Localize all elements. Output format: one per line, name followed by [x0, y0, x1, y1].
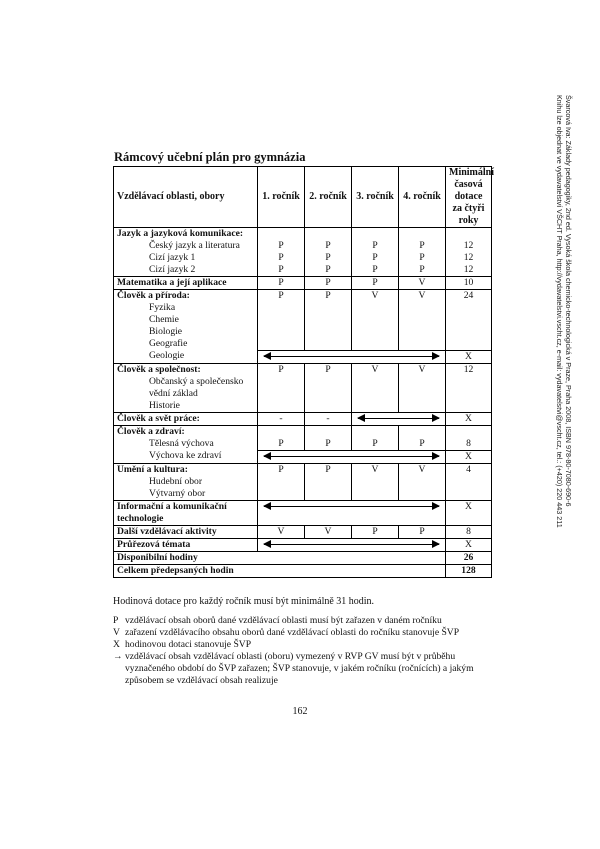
cell: P: [305, 438, 352, 451]
table-row: [114, 500, 492, 513]
cell: P: [399, 240, 446, 252]
page-title: Rámcový učební plán pro gymnázia: [114, 150, 306, 164]
legend-item: [113, 651, 493, 687]
cell: -: [258, 412, 305, 425]
cell: P: [258, 290, 305, 303]
subject-name: Občanský a společensko: [114, 376, 258, 388]
arrow-span: [258, 500, 446, 513]
header-year-3: 3. ročník: [352, 167, 399, 228]
subject-name: vědní základ: [114, 388, 258, 400]
subject-name: Cizí jazyk 1: [114, 252, 258, 264]
cell: 24: [446, 290, 492, 303]
double-arrow-icon: [264, 544, 439, 545]
table-row: [114, 476, 492, 488]
citation-line: Švarcová Iva: Základy pedagogiky, 2nd ed. Vysoká škola chemicko-technologická v Praze, Praha 2008, ISBN 978-80-7080-690-6: [564, 95, 573, 507]
cell: X: [446, 500, 492, 513]
header-year-4: 4. ročník: [399, 167, 446, 228]
legend-item: [113, 639, 493, 651]
subject-name: Výchova ke zdraví: [114, 450, 258, 463]
table-row: [114, 564, 492, 577]
allocation-note: Hodinová dotace pro každý ročník musí být minimálně 31 hodin.: [113, 596, 375, 607]
table-row: [114, 551, 492, 564]
cell: P: [258, 438, 305, 451]
group-label: Člověk a svět práce:: [114, 412, 258, 425]
group-label: Umění a kultura:: [114, 463, 258, 476]
cell: P: [399, 252, 446, 264]
cell: V: [399, 277, 446, 290]
legend-symbol: P: [113, 615, 119, 626]
header-min-allocation: Minimální časová dotace za čtyři roky: [446, 167, 492, 228]
cell: V: [305, 525, 352, 538]
cell: P: [352, 277, 399, 290]
table-row: [114, 463, 492, 476]
cell: 12: [446, 264, 492, 277]
group-label: Informační a komunikační: [114, 500, 258, 513]
group-label: Další vzdělávací aktivity: [114, 525, 258, 538]
table-row: [114, 240, 492, 252]
cell: P: [399, 438, 446, 451]
header-year-2: 2. ročník: [305, 167, 352, 228]
total-value: 128: [446, 564, 492, 577]
cell: V: [352, 363, 399, 376]
cell: V: [258, 525, 305, 538]
subject-name: Chemie: [114, 314, 258, 326]
cell: P: [399, 525, 446, 538]
table-row: [114, 264, 492, 277]
cell: 12: [446, 240, 492, 252]
group-label: Člověk a příroda:: [114, 290, 258, 303]
subject-name: Hudební obor: [114, 476, 258, 488]
legend-item: [113, 615, 493, 627]
cell: P: [305, 264, 352, 277]
legend-text: zařazení vzdělávacího obsahu oborů dané vzdělávací oblasti do ročníku stanovuje ŠVP: [125, 627, 460, 638]
cell: P: [352, 252, 399, 264]
cell: P: [258, 277, 305, 290]
table-row: [114, 302, 492, 314]
table-row: [114, 425, 492, 438]
legend: [113, 615, 493, 687]
table-row: [114, 277, 492, 290]
table-row: [114, 376, 492, 388]
order-info-line: Knihu lze objednat ve vydavatelství VŠCHT Praha, http://vydavatelstvi.vscht.cz, e-mail: vydavatelstvi@vscht.cz, tel.: (+420) 220 443 211: [555, 95, 564, 528]
legend-symbol: X: [113, 639, 120, 650]
subject-name: Historie: [114, 400, 258, 413]
table-row: [114, 388, 492, 400]
table-row: [114, 252, 492, 264]
publisher-sidebar: [555, 95, 573, 528]
table-row: [114, 450, 492, 463]
cell: V: [352, 463, 399, 476]
table-row: [114, 438, 492, 451]
subject-name: Tělesná výchova: [114, 438, 258, 451]
cell: P: [305, 240, 352, 252]
double-arrow-icon: [358, 418, 439, 419]
subject-name: Geografie: [114, 338, 258, 350]
table-row: [114, 290, 492, 303]
header-areas: Vzdělávací oblasti, obory: [114, 167, 258, 228]
subject-name: Biologie: [114, 326, 258, 338]
total-label: Disponibilní hodiny: [114, 551, 446, 564]
arrow-span: [258, 538, 446, 551]
table-row: [114, 400, 492, 413]
cell: X: [446, 450, 492, 463]
legend-text: vzdělávací obsah vzdělávací oblasti (oboru) vymezený v RVP GV musí být v průběhu vyznačeného období do ŠVP zařazen; ŠVP stanovuje, v jakém ročníku (ročnících) a jakým způsobem se vzdělávací obsah realizuje: [125, 651, 474, 686]
page-number: 162: [292, 706, 308, 717]
table-row: [114, 338, 492, 350]
cell: P: [352, 240, 399, 252]
legend-item: [113, 627, 493, 639]
cell: P: [258, 240, 305, 252]
cell: P: [258, 264, 305, 277]
arrow-span: [258, 450, 446, 463]
cell: -: [305, 412, 352, 425]
cell: P: [305, 252, 352, 264]
table-row: [114, 350, 492, 363]
cell: P: [352, 438, 399, 451]
cell: P: [305, 463, 352, 476]
cell: P: [352, 525, 399, 538]
cell: X: [446, 538, 492, 551]
table-row: [114, 228, 492, 241]
table-row: [114, 412, 492, 425]
total-label: Celkem předepsaných hodin: [114, 564, 446, 577]
double-arrow-icon: [264, 506, 439, 507]
cell: V: [399, 363, 446, 376]
header-year-1: 1. ročník: [258, 167, 305, 228]
group-label: Jazyk a jazyková komunikace:: [114, 228, 258, 241]
group-label: Člověk a zdraví:: [114, 425, 258, 438]
cell: 12: [446, 252, 492, 264]
subject-name: Český jazyk a literatura: [114, 240, 258, 252]
subject-name: Cizí jazyk 2: [114, 264, 258, 277]
group-label: technologie: [114, 513, 258, 526]
table-header-row: [114, 167, 492, 228]
cell: P: [305, 277, 352, 290]
legend-symbol: →: [113, 651, 123, 662]
cell: 8: [446, 525, 492, 538]
cell: 12: [446, 363, 492, 376]
table-row: [114, 488, 492, 501]
double-arrow-icon: [264, 456, 439, 457]
group-label: Matematika a její aplikace: [114, 277, 258, 290]
cell: 4: [446, 463, 492, 476]
cell: P: [258, 363, 305, 376]
table-row: [114, 538, 492, 551]
cell: X: [446, 412, 492, 425]
table-row: [114, 326, 492, 338]
cell: P: [305, 290, 352, 303]
cell: X: [446, 350, 492, 363]
double-arrow-icon: [264, 356, 439, 357]
total-value: 26: [446, 551, 492, 564]
cell: 10: [446, 277, 492, 290]
cell: P: [352, 264, 399, 277]
subject-name: Výtvarný obor: [114, 488, 258, 501]
cell: P: [258, 252, 305, 264]
cell: V: [399, 290, 446, 303]
cell: P: [305, 363, 352, 376]
cell: V: [399, 463, 446, 476]
legend-symbol: V: [113, 627, 120, 638]
table-row: [114, 525, 492, 538]
group-label: Člověk a společnost:: [114, 363, 258, 376]
legend-text: vzdělávací obsah oborů dané vzdělávací oblasti musí být zařazen v daném ročníku: [125, 615, 442, 626]
arrow-span: [258, 350, 446, 363]
table-row: [114, 513, 492, 526]
cell: P: [399, 264, 446, 277]
curriculum-table: [113, 166, 495, 578]
cell: P: [258, 463, 305, 476]
subject-name: Fyzika: [114, 302, 258, 314]
table-row: [114, 363, 492, 376]
legend-text: hodinovou dotaci stanovuje ŠVP: [125, 639, 252, 650]
subject-name: Geologie: [114, 350, 258, 363]
arrow-span: [352, 412, 446, 425]
cell: 8: [446, 438, 492, 451]
table-row: [114, 314, 492, 326]
group-label: Průřezová témata: [114, 538, 258, 551]
cell: V: [352, 290, 399, 303]
